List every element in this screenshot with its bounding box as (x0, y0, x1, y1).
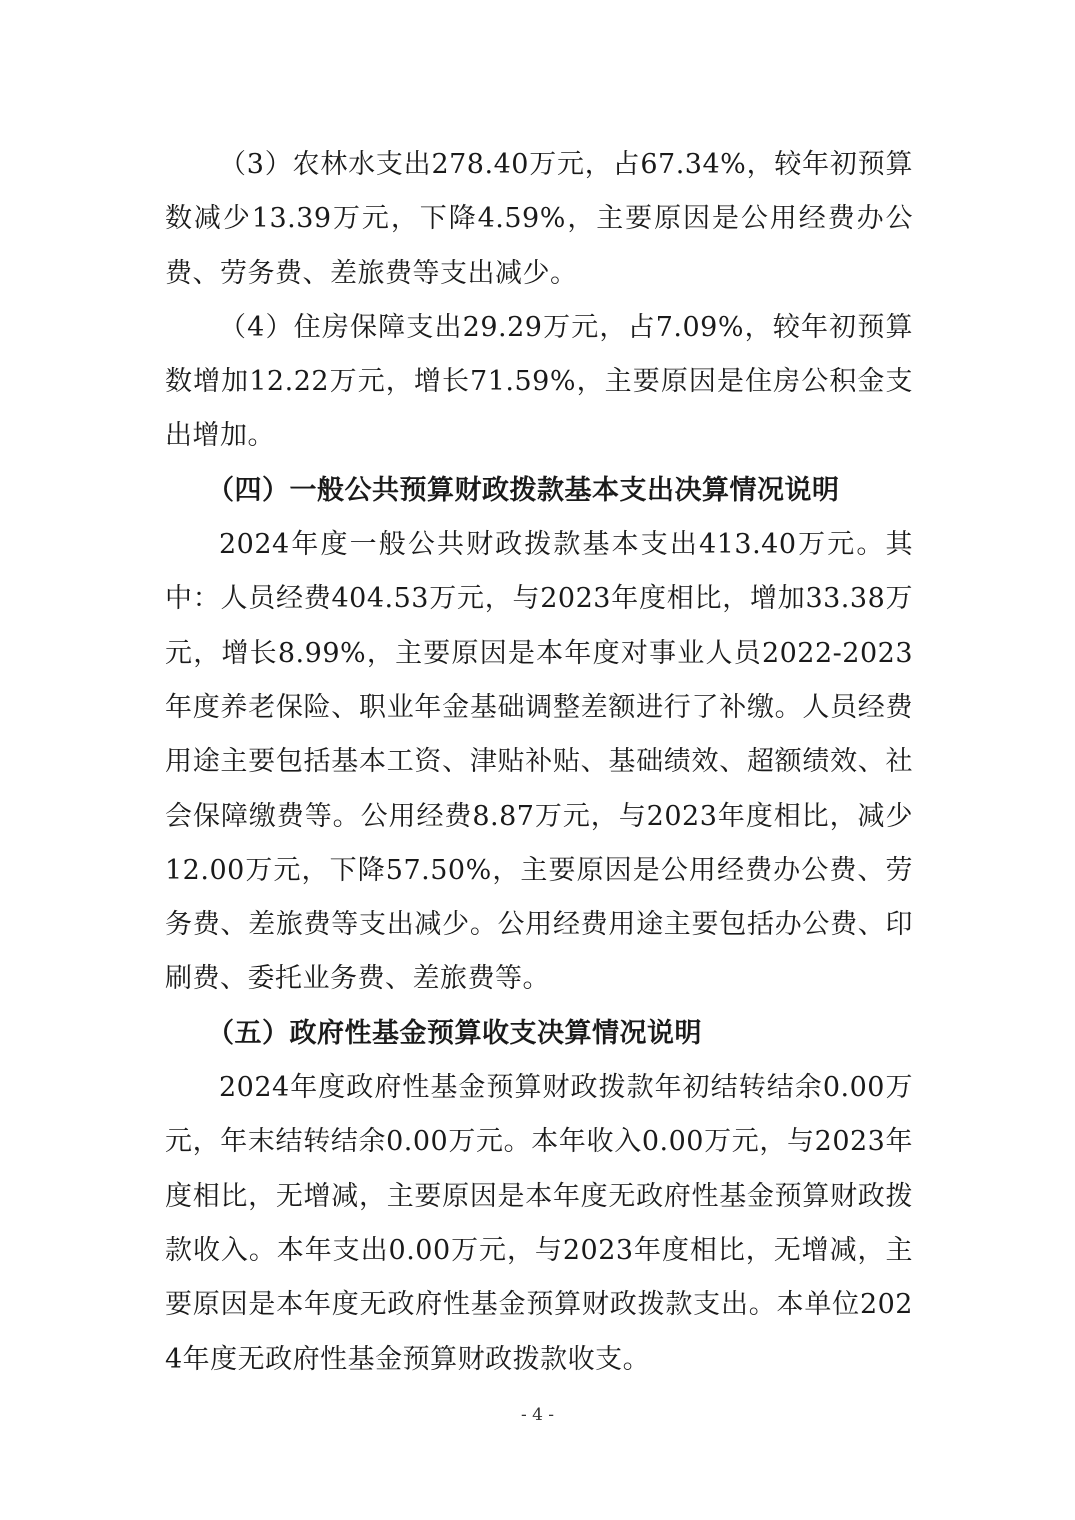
paragraph-basic-expenditure: 2024年度一般公共财政拨款基本支出413.40万元。其中：人员经费404.53万元，与2023年度相比，增加33.38万元，增长8.99%，主要原因是本年度对事业人员2022-2023年度养老保险、职业年金基础调整差额进行了补缴。人员经费用途主要包括基本工资、津贴补贴、基础绩效、超额绩效、社会保障缴费等。公用经费8.87万元，与2023年度相比，减少12.00万元，下降57.50%，主要原因是公用经费办公费、劳务费、差旅费等支出减少。公用经费用途主要包括办公费、印刷费、委托业务费、差旅费等。 (165, 529, 913, 995)
paragraph-government-fund: 2024年度政府性基金预算财政拨款年初结转结余0.00万元，年末结转结余0.00万元。本年收入0.00万元，与2023年度相比，无增减，主要原因是本年度无政府性基金预算财政拨款收入。本年支出0.00万元，与2023年度相比，无增减，主要原因是本年度无政府性基金预算财政拨款支出。本单位2024年度无政府性基金预算财政拨款收支。 (165, 1072, 913, 1375)
page-body (165, 138, 913, 1387)
page-number: - 4 - (520, 1405, 555, 1425)
paragraph-housing-expenditure: （4）住房保障支出29.29万元，占7.09%，较年初预算数增加12.22万元，增长71.59%，主要原因是住房公积金支出增加。 (165, 311, 913, 452)
section-heading-basic-expenditure: （四）一般公共预算财政拨款基本支出决算情况说明 (207, 474, 840, 506)
section-heading-government-fund: （五）政府性基金预算收支决算情况说明 (207, 1017, 702, 1049)
paragraph-agriculture-expenditure: （3）农林水支出278.40万元，占67.34%，较年初预算数减少13.39万元，下降4.59%，主要原因是公用经费办公费、劳务费、差旅费等支出减少。 (165, 149, 913, 289)
